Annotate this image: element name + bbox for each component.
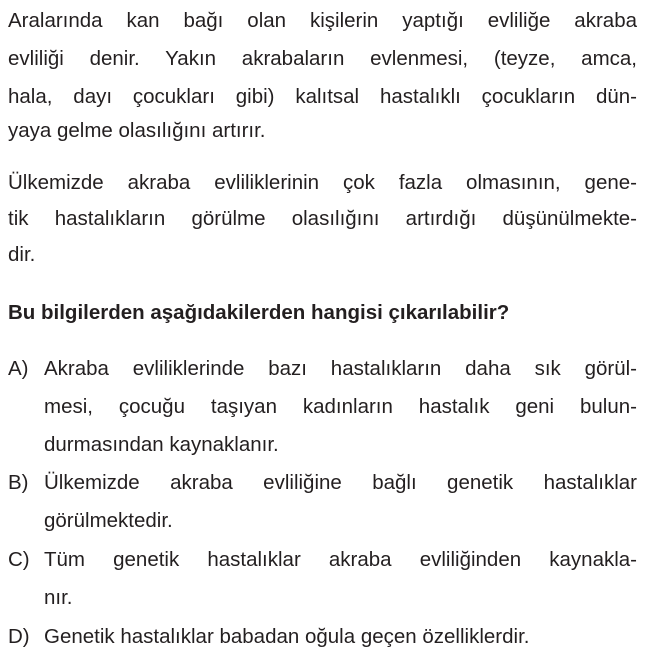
option-a-text: Akraba evliliklerinde bazı hastalıkların daha sık görül-: [44, 357, 637, 380]
passage-line: yaya gelme olasılığını artırır.: [8, 119, 266, 142]
passage-line: evliliği denir. Yakın akrabaların evlenmesi, (teyze, amca,: [8, 47, 637, 70]
option-b-letter: B): [8, 471, 29, 494]
option-b-text: görülmektedir.: [44, 509, 173, 532]
option-d-text: Genetik hastalıklar babadan oğula geçen özelliklerdir.: [44, 625, 530, 648]
option-c-text: Tüm genetik hastalıklar akraba evliliğinden kaynakla-: [44, 548, 637, 571]
question-text: Bu bilgilerden aşağıdakilerden hangisi çıkarılabilir?: [8, 301, 510, 324]
passage-line: Ülkemizde akraba evliliklerinin çok fazla olmasının, gene-: [8, 171, 637, 194]
option-c-letter: C): [8, 548, 30, 571]
option-b-text: Ülkemizde akraba evliliğine bağlı genetik hastalıklar: [44, 471, 637, 494]
option-d-letter: D): [8, 625, 30, 648]
option-a-text: durmasından kaynaklanır.: [44, 433, 279, 456]
option-c-text: nır.: [44, 586, 73, 609]
option-a-text: mesi, çocuğu taşıyan kadınların hastalık geni bulun-: [44, 395, 637, 418]
passage-line: Aralarında kan bağı olan kişilerin yaptığı evliliğe akraba: [8, 9, 637, 32]
passage-line: tik hastalıkların görülme olasılığını artırdığı düşünülmekte-: [8, 207, 637, 230]
passage-line: hala, dayı çocukları gibi) kalıtsal hastalıklı çocukların dün-: [8, 85, 637, 108]
option-a-letter: A): [8, 357, 29, 380]
passage-line: dir.: [8, 243, 36, 266]
